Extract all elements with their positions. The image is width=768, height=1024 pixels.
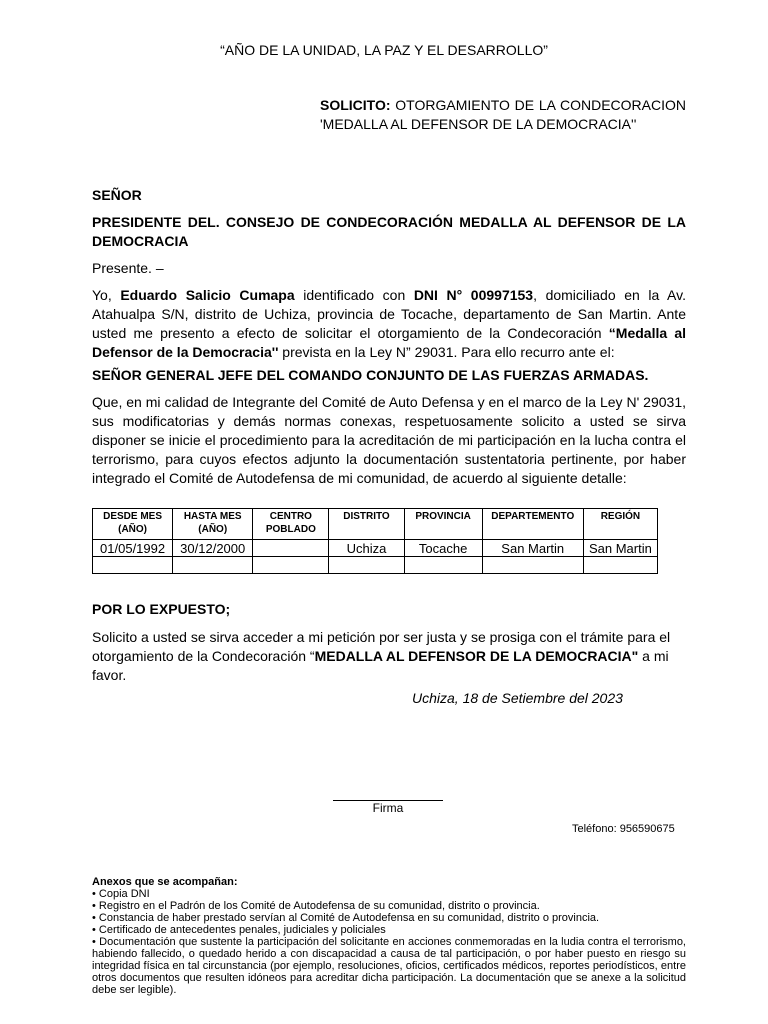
annexes-title: Anexos que se acompañan:: [92, 876, 238, 888]
table-cell: [404, 557, 482, 574]
table-cell: [253, 540, 329, 557]
annex-item: • Constancia de haber prestado servían al Comité de Autodefensa en su comunidad, distrito o provincia.: [92, 912, 600, 924]
table-cell: [482, 557, 583, 574]
table-cell: San Martin: [482, 540, 583, 557]
table-cell: Tocache: [404, 540, 482, 557]
date-line: Uchiza, 18 de Setiembre del 2023: [412, 690, 623, 706]
medal-name: “Medalla al Defensor de la Democracia'': [92, 325, 687, 360]
table-cell: [93, 557, 173, 574]
closing-medal-name: MEDALLA AL DEFENSOR DE LA DEMOCRACIA": [314, 648, 639, 664]
intro-text-1: Yo,: [92, 287, 121, 303]
table-header: DEPARTEMENTO: [482, 509, 583, 540]
annex-item: • Copia DNI: [92, 888, 150, 900]
subject-text: OTORGAMIENTO DE LA CONDECORACION 'MEDALLA AL DEFENSOR DE LA DEMOCRACIA'': [320, 97, 686, 132]
table-cell: [329, 557, 404, 574]
phone-number: Teléfono: 956590675: [572, 823, 675, 835]
table-header: HASTA MES (AÑO): [173, 509, 253, 540]
addressee-senor: SEÑOR: [92, 187, 142, 203]
addressee-title: PRESIDENTE DEL. CONSEJO DE CONDECORACIÓN MEDALLA AL DEFENSOR DE LA DEMOCRACIA: [92, 214, 686, 249]
table-row: [93, 557, 658, 574]
general-addressee: SEÑOR GENERAL JEFE DEL COMANDO CONJUNTO DE LAS FUERZAS ARMADAS.: [92, 367, 649, 383]
applicant-dni: DNI N° 00997153: [413, 287, 534, 303]
service-table: [92, 508, 658, 574]
table-cell: 01/05/1992: [93, 540, 173, 557]
motto-heading: “AÑO DE LA UNIDAD, LA PAZ Y EL DESARROLLO”: [220, 42, 548, 58]
table-cell: Uchiza: [329, 540, 404, 557]
intro-text-2: identificado con: [294, 287, 414, 303]
table-header: DESDE MES (AÑO): [93, 509, 173, 540]
intro-paragraph: [92, 286, 686, 362]
table-header: CENTRO POBLADO: [253, 509, 329, 540]
table-header: PROVINCIA: [404, 509, 482, 540]
table-header: REGIÓN: [583, 509, 657, 540]
table-cell: [173, 557, 253, 574]
annex-item: • Certificado de antecedentes penales, judiciales y policiales: [92, 924, 386, 936]
closing-text-1: Solicito a usted se sirva acceder a mi petición por ser justa y se prosiga con el trámite para el otorgamiento de la Condecoración “: [92, 629, 671, 664]
subject-block: [320, 96, 686, 134]
request-paragraph: Que, en mi calidad de Integrante del Comité de Auto Defensa y en el marco de la Ley N' 29031, sus modificatorias y demás normas conexas, respetuosamente solicito a usted se sirva disponer se inicie el procedimiento para la acreditación de mi participación en la lucha contra el terrorismo, para cuyos efectos adjunto la documentación sustentatoria pertinente, por haber integrado el Comité de Autodefensa de mi comunidad, de acuerdo al siguiente detalle:: [92, 394, 686, 486]
signature-label: Firma: [372, 801, 404, 815]
presente-line: Presente. –: [92, 260, 164, 276]
intro-text-4: prevista en la Ley N” 29031. Para ello recurro ante el:: [278, 344, 615, 360]
annexes-list: [92, 876, 686, 996]
table-header: DISTRITO: [329, 509, 404, 540]
closing-paragraph: [92, 628, 686, 685]
subject-label: SOLICITO:: [320, 97, 391, 113]
table-cell: [583, 557, 657, 574]
intro-text-3: , domiciliado en la Av. Atahualpa S/N, distrito de Uchiza, provincia de Tocache, departamento de San Martin. Ante usted me presento a efecto de solicitar el otorgamiento de la Condecoración: [92, 287, 686, 341]
table-cell: 30/12/2000: [173, 540, 253, 557]
closing-text-2: a mi favor.: [92, 648, 669, 683]
por-lo-expuesto-heading: POR LO EXPUESTO;: [92, 601, 231, 617]
annex-item: • Documentación que sustente la participación del solicitante en acciones conmemoradas en la ludia contra el terrorismo, habiendo fallecido, o quedado herido a con discapacidad a causa de tal participación, o por haber puesto en riesgo su integridad física en tal circunstancia (por ejemplo, resoluciones, oficios, certificados médicos, reportes periodísticos, entre otros documentos que resulten idóneos para acreditar dicha participación. La documentación que se anexe a la solicitud debe ser legible).: [92, 936, 686, 996]
applicant-name: Eduardo Salicio Cumapa: [120, 287, 295, 303]
annex-item: • Registro en el Padrón de los Comité de Autodefensa de su comunidad, distrito o provincia.: [92, 900, 540, 912]
table-cell: [253, 557, 329, 574]
table-cell: San Martin: [583, 540, 657, 557]
table-header-row: [93, 509, 658, 540]
table-row: [93, 540, 658, 557]
